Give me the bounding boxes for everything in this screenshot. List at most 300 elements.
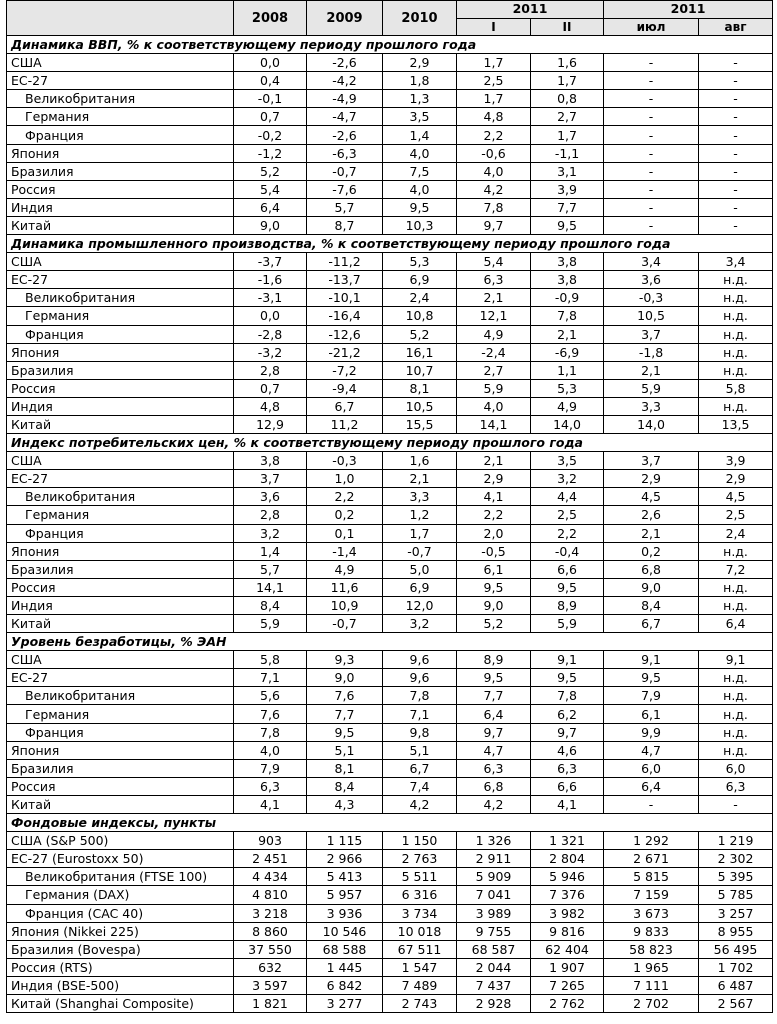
value-cell: 3 277	[307, 994, 383, 1012]
value-cell: 1 907	[531, 958, 604, 976]
value-cell: 1,1	[531, 361, 604, 379]
value-cell: 3,7	[604, 452, 699, 470]
value-cell: 2 763	[383, 850, 457, 868]
value-cell: 2 928	[457, 994, 531, 1012]
value-cell: 1 115	[307, 832, 383, 850]
value-cell: 2,8	[234, 361, 307, 379]
table-row	[7, 144, 773, 162]
row-label: Великобритания	[7, 687, 234, 705]
header-quarter-2: II	[531, 18, 604, 36]
value-cell: -7,6	[307, 180, 383, 198]
value-cell: 9,5	[457, 669, 531, 687]
value-cell: 8,1	[307, 759, 383, 777]
value-cell: 6,7	[383, 759, 457, 777]
value-cell: 3,5	[531, 452, 604, 470]
value-cell: 4,1	[457, 488, 531, 506]
value-cell: -4,9	[307, 90, 383, 108]
row-label: ЕС-27 (Eurostoxx 50)	[7, 850, 234, 868]
value-cell: 6,3	[457, 759, 531, 777]
value-cell: 1 321	[531, 832, 604, 850]
table-row	[7, 506, 773, 524]
value-cell: н.д.	[699, 741, 773, 759]
table-row	[7, 452, 773, 470]
row-label: Франция (CAC 40)	[7, 904, 234, 922]
value-cell: 6,4	[457, 705, 531, 723]
value-cell: -	[699, 72, 773, 90]
value-cell: 4,2	[457, 180, 531, 198]
value-cell: 7,4	[383, 777, 457, 795]
value-cell: 3,4	[604, 253, 699, 271]
value-cell: -9,4	[307, 379, 383, 397]
row-label: Индия	[7, 198, 234, 216]
value-cell: -	[699, 162, 773, 180]
value-cell: 3,5	[383, 108, 457, 126]
table-row	[7, 198, 773, 216]
table-row	[7, 596, 773, 614]
value-cell: 9 755	[457, 922, 531, 940]
value-cell: н.д.	[699, 307, 773, 325]
value-cell: н.д.	[699, 596, 773, 614]
value-cell: 3,7	[234, 470, 307, 488]
value-cell: 2,9	[383, 54, 457, 72]
row-label: Великобритания	[7, 289, 234, 307]
value-cell: 7 376	[531, 886, 604, 904]
value-cell: 9,1	[699, 651, 773, 669]
table-row	[7, 832, 773, 850]
value-cell: -10,1	[307, 289, 383, 307]
value-cell: 3 734	[383, 904, 457, 922]
row-label: Япония	[7, 144, 234, 162]
value-cell: 2,7	[457, 361, 531, 379]
value-cell: 4,5	[699, 488, 773, 506]
section-title: Фондовые индексы, пункты	[7, 814, 773, 832]
value-cell: 9,1	[531, 651, 604, 669]
value-cell: 1 821	[234, 994, 307, 1012]
value-cell: -0,7	[383, 542, 457, 560]
value-cell: 4 810	[234, 886, 307, 904]
row-label: Япония	[7, 741, 234, 759]
value-cell: -	[699, 198, 773, 216]
value-cell: 4,3	[307, 795, 383, 813]
value-cell: 7,9	[604, 687, 699, 705]
value-cell: 4,0	[457, 397, 531, 415]
value-cell: 6 487	[699, 976, 773, 994]
value-cell: н.д.	[699, 578, 773, 596]
table-row	[7, 615, 773, 633]
value-cell: 2,0	[457, 524, 531, 542]
value-cell: 9,8	[383, 723, 457, 741]
value-cell: 14,0	[531, 415, 604, 433]
value-cell: 7 265	[531, 976, 604, 994]
value-cell: 15,5	[383, 415, 457, 433]
value-cell: 10,9	[307, 596, 383, 614]
header-year-2010: 2010	[383, 1, 457, 36]
row-label: США	[7, 651, 234, 669]
value-cell: -	[604, 54, 699, 72]
value-cell: 2,5	[699, 506, 773, 524]
value-cell: -	[604, 108, 699, 126]
value-cell: -0,6	[457, 144, 531, 162]
value-cell: 1 150	[383, 832, 457, 850]
value-cell: -7,2	[307, 361, 383, 379]
value-cell: 5,0	[383, 560, 457, 578]
value-cell: -2,8	[234, 325, 307, 343]
value-cell: 1,4	[383, 126, 457, 144]
value-cell: 8 860	[234, 922, 307, 940]
value-cell: 3,3	[383, 488, 457, 506]
row-label: ЕС-27	[7, 470, 234, 488]
value-cell: 3,9	[699, 452, 773, 470]
value-cell: -4,7	[307, 108, 383, 126]
value-cell: 9,0	[234, 216, 307, 234]
value-cell: 6,6	[531, 560, 604, 578]
table-row	[7, 976, 773, 994]
value-cell: 10 018	[383, 922, 457, 940]
row-label: Индия (BSE-500)	[7, 976, 234, 994]
value-cell: -0,2	[234, 126, 307, 144]
value-cell: 2,9	[699, 470, 773, 488]
value-cell: 3,2	[531, 470, 604, 488]
economic-indicators-table	[6, 0, 773, 1013]
value-cell: 8,1	[383, 379, 457, 397]
value-cell: 58 823	[604, 940, 699, 958]
value-cell: 16,1	[383, 343, 457, 361]
value-cell: -	[699, 180, 773, 198]
value-cell: 6,6	[531, 777, 604, 795]
value-cell: 7,8	[531, 687, 604, 705]
value-cell: н.д.	[699, 705, 773, 723]
value-cell: 5 511	[383, 868, 457, 886]
value-cell: 5 413	[307, 868, 383, 886]
value-cell: 3 982	[531, 904, 604, 922]
section-header-row	[7, 235, 773, 253]
row-label: Китай	[7, 615, 234, 633]
table-row	[7, 470, 773, 488]
row-label: Китай	[7, 216, 234, 234]
value-cell: 6,8	[457, 777, 531, 795]
value-cell: 2,1	[457, 289, 531, 307]
value-cell: 5,8	[699, 379, 773, 397]
table-row	[7, 795, 773, 813]
row-label: Германия	[7, 705, 234, 723]
value-cell: 2 966	[307, 850, 383, 868]
value-cell: н.д.	[699, 723, 773, 741]
value-cell: 9,5	[531, 669, 604, 687]
value-cell: 3 936	[307, 904, 383, 922]
value-cell: 4,6	[531, 741, 604, 759]
value-cell: 13,5	[699, 415, 773, 433]
value-cell: 2,2	[307, 488, 383, 506]
value-cell: 1 326	[457, 832, 531, 850]
value-cell: 2,2	[531, 524, 604, 542]
value-cell: 8,4	[604, 596, 699, 614]
value-cell: 1,8	[383, 72, 457, 90]
value-cell: 3 597	[234, 976, 307, 994]
value-cell: 2 451	[234, 850, 307, 868]
value-cell: 3,4	[699, 253, 773, 271]
value-cell: 7,8	[457, 198, 531, 216]
table-row	[7, 687, 773, 705]
value-cell: -3,2	[234, 343, 307, 361]
value-cell: -3,7	[234, 253, 307, 271]
value-cell: 4,0	[457, 162, 531, 180]
value-cell: 9,9	[604, 723, 699, 741]
value-cell: 2,1	[457, 452, 531, 470]
value-cell: 9,5	[531, 578, 604, 596]
value-cell: -0,5	[457, 542, 531, 560]
value-cell: н.д.	[699, 669, 773, 687]
header-year-2008: 2008	[234, 1, 307, 36]
row-label: США	[7, 54, 234, 72]
value-cell: 2 743	[383, 994, 457, 1012]
value-cell: 2,9	[457, 470, 531, 488]
section-title: Динамика промышленного производства, % к соответствующему периоду прошлого года	[7, 235, 773, 253]
value-cell: 3,6	[234, 488, 307, 506]
value-cell: 1,2	[383, 506, 457, 524]
row-label: Германия (DAX)	[7, 886, 234, 904]
value-cell: -11,2	[307, 253, 383, 271]
value-cell: 12,9	[234, 415, 307, 433]
value-cell: 6 842	[307, 976, 383, 994]
row-label: Франция	[7, 126, 234, 144]
value-cell: 1,7	[383, 524, 457, 542]
value-cell: 7 041	[457, 886, 531, 904]
value-cell: 3 673	[604, 904, 699, 922]
value-cell: 67 511	[383, 940, 457, 958]
value-cell: 3,2	[234, 524, 307, 542]
value-cell: 3,9	[531, 180, 604, 198]
value-cell: 2,2	[457, 126, 531, 144]
table-row	[7, 958, 773, 976]
row-label: Великобритания	[7, 488, 234, 506]
indicators-table-container	[6, 0, 772, 1013]
value-cell: -	[604, 72, 699, 90]
value-cell: -6,3	[307, 144, 383, 162]
value-cell: 4,7	[457, 741, 531, 759]
table-row	[7, 651, 773, 669]
value-cell: 7,9	[234, 759, 307, 777]
value-cell: -	[699, 795, 773, 813]
value-cell: 2 911	[457, 850, 531, 868]
table-row	[7, 723, 773, 741]
value-cell: 8,9	[531, 596, 604, 614]
header-corner	[7, 1, 234, 36]
value-cell: 9,7	[457, 723, 531, 741]
table-row	[7, 886, 773, 904]
value-cell: 5,7	[307, 198, 383, 216]
value-cell: -	[699, 54, 773, 72]
value-cell: 3,2	[383, 615, 457, 633]
value-cell: 10,3	[383, 216, 457, 234]
value-cell: 6,7	[307, 397, 383, 415]
value-cell: 9,5	[531, 216, 604, 234]
value-cell: -	[604, 216, 699, 234]
value-cell: -0,7	[307, 615, 383, 633]
value-cell: 14,1	[457, 415, 531, 433]
value-cell: 7,6	[234, 705, 307, 723]
value-cell: 9,5	[604, 669, 699, 687]
value-cell: 1,3	[383, 90, 457, 108]
value-cell: 6,9	[383, 271, 457, 289]
value-cell: -	[604, 144, 699, 162]
value-cell: 2,1	[604, 361, 699, 379]
value-cell: 0,7	[234, 108, 307, 126]
value-cell: 4,4	[531, 488, 604, 506]
value-cell: 6,0	[699, 759, 773, 777]
row-label: Россия	[7, 180, 234, 198]
value-cell: 1,7	[457, 90, 531, 108]
value-cell: 3,1	[531, 162, 604, 180]
value-cell: 0,0	[234, 54, 307, 72]
value-cell: 9,0	[457, 596, 531, 614]
value-cell: -	[604, 198, 699, 216]
value-cell: 4,5	[604, 488, 699, 506]
value-cell: 903	[234, 832, 307, 850]
value-cell: н.д.	[699, 542, 773, 560]
value-cell: 2 302	[699, 850, 773, 868]
value-cell: 5,3	[531, 379, 604, 397]
table-row	[7, 488, 773, 506]
header-quarter-1: I	[457, 18, 531, 36]
table-row	[7, 777, 773, 795]
value-cell: 3,3	[604, 397, 699, 415]
value-cell: н.д.	[699, 361, 773, 379]
value-cell: 2 762	[531, 994, 604, 1012]
header-year-2011-months: 2011	[604, 1, 773, 19]
value-cell: 6,2	[531, 705, 604, 723]
value-cell: 6,3	[234, 777, 307, 795]
value-cell: 10,7	[383, 361, 457, 379]
value-cell: 2 044	[457, 958, 531, 976]
value-cell: -	[699, 216, 773, 234]
value-cell: -0,1	[234, 90, 307, 108]
value-cell: 4,0	[383, 180, 457, 198]
value-cell: 5,2	[457, 615, 531, 633]
value-cell: н.д.	[699, 343, 773, 361]
value-cell: н.д.	[699, 397, 773, 415]
value-cell: 9,7	[531, 723, 604, 741]
value-cell: 6 316	[383, 886, 457, 904]
value-cell: 7,7	[307, 705, 383, 723]
value-cell: 1 219	[699, 832, 773, 850]
value-cell: 2,8	[234, 506, 307, 524]
value-cell: 6,9	[383, 578, 457, 596]
value-cell: 56 495	[699, 940, 773, 958]
value-cell: 8,4	[307, 777, 383, 795]
table-row	[7, 216, 773, 234]
row-label: Россия	[7, 379, 234, 397]
value-cell: 5,9	[457, 379, 531, 397]
value-cell: 1,7	[457, 54, 531, 72]
value-cell: 5,4	[234, 180, 307, 198]
value-cell: 0,1	[307, 524, 383, 542]
value-cell: 12,1	[457, 307, 531, 325]
row-label: Россия (RTS)	[7, 958, 234, 976]
value-cell: 4 434	[234, 868, 307, 886]
table-row	[7, 560, 773, 578]
row-label: ЕС-27	[7, 271, 234, 289]
value-cell: 6,3	[531, 759, 604, 777]
table-row	[7, 904, 773, 922]
value-cell: -2,6	[307, 54, 383, 72]
value-cell: 5,1	[307, 741, 383, 759]
header-month-aug: авг	[699, 18, 773, 36]
value-cell: 9,3	[307, 651, 383, 669]
section-header-row	[7, 814, 773, 832]
row-label: Бразилия	[7, 361, 234, 379]
table-row	[7, 524, 773, 542]
value-cell: -	[699, 108, 773, 126]
value-cell: 5 946	[531, 868, 604, 886]
value-cell: -1,4	[307, 542, 383, 560]
value-cell: 6,3	[699, 777, 773, 795]
value-cell: 1 292	[604, 832, 699, 850]
value-cell: 14,1	[234, 578, 307, 596]
table-row	[7, 705, 773, 723]
value-cell: 2 567	[699, 994, 773, 1012]
value-cell: н.д.	[699, 687, 773, 705]
value-cell: -2,6	[307, 126, 383, 144]
value-cell: -	[604, 795, 699, 813]
value-cell: 1,7	[531, 72, 604, 90]
value-cell: 4,2	[457, 795, 531, 813]
table-row	[7, 994, 773, 1012]
row-label: США	[7, 253, 234, 271]
value-cell: 6,7	[604, 615, 699, 633]
row-label: Китай	[7, 795, 234, 813]
value-cell: 2,1	[383, 470, 457, 488]
value-cell: 1,0	[307, 470, 383, 488]
value-cell: 6,1	[457, 560, 531, 578]
row-label: Бразилия	[7, 759, 234, 777]
value-cell: 9,0	[604, 578, 699, 596]
value-cell: 8,4	[234, 596, 307, 614]
value-cell: 2,4	[699, 524, 773, 542]
value-cell: 9 816	[531, 922, 604, 940]
value-cell: 5,2	[383, 325, 457, 343]
value-cell: 3,8	[531, 271, 604, 289]
table-row	[7, 578, 773, 596]
value-cell: 7 489	[383, 976, 457, 994]
value-cell: 2,5	[457, 72, 531, 90]
value-cell: -	[604, 90, 699, 108]
row-label: Япония	[7, 542, 234, 560]
value-cell: 0,8	[531, 90, 604, 108]
value-cell: 7,8	[531, 307, 604, 325]
value-cell: -13,7	[307, 271, 383, 289]
row-label: Япония (Nikkei 225)	[7, 922, 234, 940]
value-cell: 2,7	[531, 108, 604, 126]
value-cell: 10,5	[604, 307, 699, 325]
row-label: США (S&P 500)	[7, 832, 234, 850]
table-row	[7, 108, 773, 126]
value-cell: 7,8	[234, 723, 307, 741]
value-cell: -	[604, 180, 699, 198]
row-label: Германия	[7, 307, 234, 325]
value-cell: 4,1	[234, 795, 307, 813]
value-cell: 9,7	[457, 216, 531, 234]
value-cell: 6,0	[604, 759, 699, 777]
value-cell: 2,5	[531, 506, 604, 524]
value-cell: 6,4	[234, 198, 307, 216]
value-cell: 9,5	[307, 723, 383, 741]
value-cell: 6,8	[604, 560, 699, 578]
header-year-2011-quarters: 2011	[457, 1, 604, 19]
value-cell: 4,2	[383, 795, 457, 813]
table-body	[7, 36, 773, 1013]
value-cell: -21,2	[307, 343, 383, 361]
table-row	[7, 741, 773, 759]
